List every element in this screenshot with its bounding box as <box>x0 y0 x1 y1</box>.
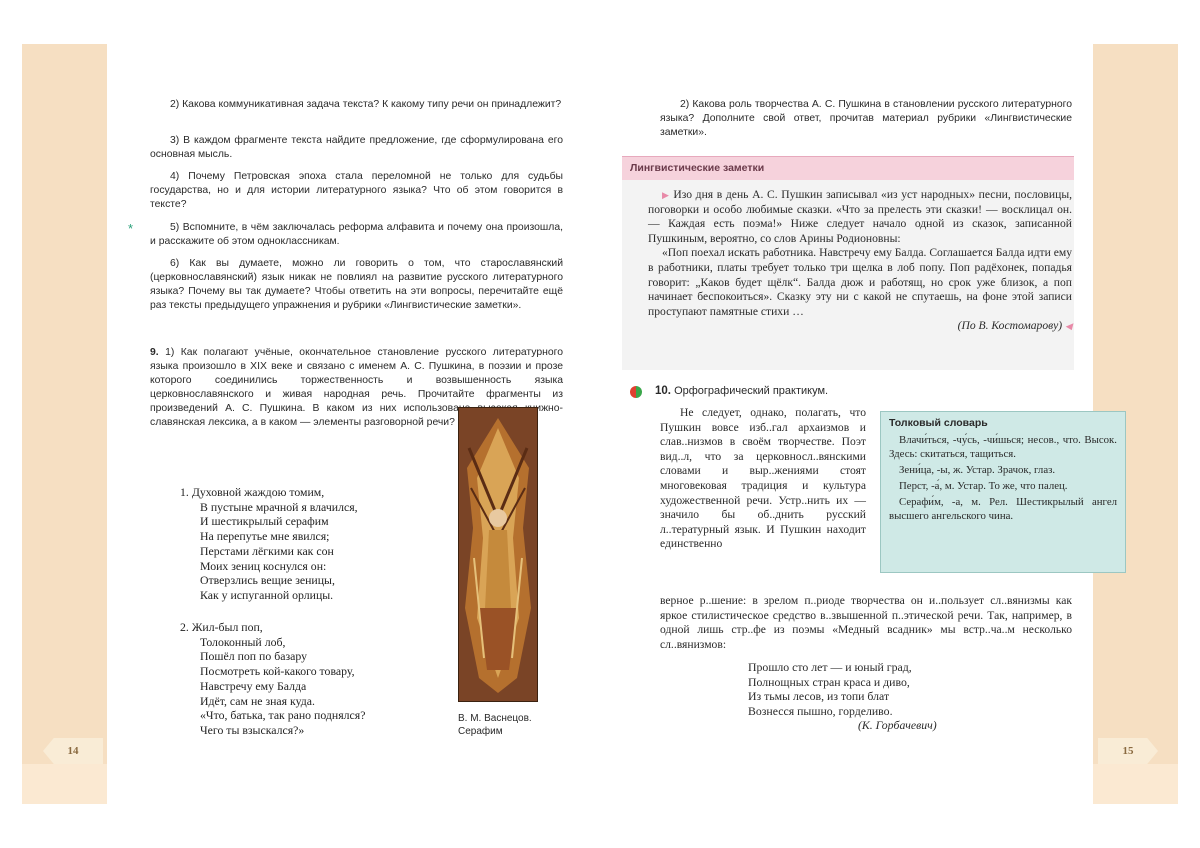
verse-line: Прошло сто лет — и юный град, <box>748 660 937 675</box>
left-question-3: 3) В каждом фрагменте текста найдите предложение, где сформулирована его основная мысль. <box>150 134 563 162</box>
glossary-entry: Влачи́ться, -чу́сь, -чи́шься; несов., что. Высок. Здесь: скитаться, тащиться. <box>889 433 1117 461</box>
extra-task-star-icon: * <box>128 221 133 236</box>
end-marker-icon: ◀ <box>1065 321 1072 331</box>
poem-1-number: 1. <box>180 485 189 499</box>
exercise-10-text-part-2: верное р..шение: в зрелом п..риоде творчества он и..пользует сл..вянизмы как яркое стилистическое средство в..звышенной п..этической речи. Так, например, в одной лишь стр..фе из поэмы «Медный всадник» мы встр..ча..м несколько сл..вянизмов: <box>660 594 1072 652</box>
left-page-number: 14 <box>43 738 103 764</box>
left-page-margin <box>22 44 107 804</box>
caption-author: В. М. Васнецов. <box>458 712 568 725</box>
exercise-10-heading: Орфографический практикум. <box>674 385 828 397</box>
poem-line: Жил-был поп, <box>192 620 263 634</box>
bronze-horseman-verse <box>748 660 937 733</box>
poem-line: Идёт, сам не зная куда. <box>180 694 365 709</box>
notes-paragraph-1: Изо дня в день А. С. Пушкин записывал «из уст народных» песни, пословицы, поговорки и особо любимые сказки. «Что за прелесть эти сказки! — восклицал он. — Каждая есть поэма!» Ниже следует начало одной из сказок, записанной Пушкиным, вероятно, со слов Арины Родионовны: <box>648 188 1072 245</box>
linguistic-notes-text <box>648 188 1072 334</box>
poem-line: Чего ты взыскался?» <box>180 723 365 738</box>
poem-line: На перепутье мне явился; <box>180 529 358 544</box>
poem-line: Как у испуганной орлицы. <box>180 588 358 603</box>
exercise-10-number: 10. <box>655 385 671 397</box>
verse-line: Из тьмы лесов, из топи блат <box>748 689 937 704</box>
poem-line: Отверзлись вещие зеницы, <box>180 573 358 588</box>
seraphim-illustration <box>459 408 537 701</box>
poem-2 <box>180 620 365 738</box>
left-question-4: 4) Почему Петровская эпоха стала переломной не только для судьбы государства, но и для истории литературного языка? Что об этом говорится в тексте? <box>150 170 563 212</box>
poem-line: Толоконный лоб, <box>180 635 365 650</box>
glossary-box <box>880 411 1126 573</box>
poem-line: И шестикрылый серафим <box>180 514 358 529</box>
glossary-title: Толковый словарь <box>889 416 1117 430</box>
poem-1 <box>180 485 358 603</box>
verse-line: Вознесся пышно, горделиво. <box>748 704 937 719</box>
exercise-9-number: 9. <box>150 347 159 358</box>
poem-line: Посмотреть кой-какого товару, <box>180 664 365 679</box>
spelling-practice-icon <box>630 386 642 398</box>
glossary-entry: Серафи́м, -а, м. Рел. Шестикрылый ангел высшего ангельского чина. <box>889 495 1117 523</box>
glossary-entry: Зени́ца, -ы, ж. Устар. Зрачок, глаз. <box>889 463 1117 477</box>
exercise-10-title <box>655 385 828 397</box>
painting-caption <box>458 712 568 738</box>
left-question-5: 5) Вспомните, в чём заключалась реформа алфавита и почему она произошла, и расскажите об этом одноклассникам. <box>150 221 563 249</box>
left-margin-band <box>22 764 107 804</box>
left-question-2: 2) Какова коммуникативная задача текста? К какому типу речи он принадлежит? <box>150 98 563 112</box>
poem-line: В пустыне мрачной я влачился, <box>180 500 358 515</box>
poem-line: Моих зениц коснулся он: <box>180 559 358 574</box>
verse-line: Полнощных стран краса и диво, <box>748 675 937 690</box>
poem-line: Перстами лёгкими как сон <box>180 544 358 559</box>
poem-line: Пошёл поп по базару <box>180 649 365 664</box>
poem-line: Духовной жаждою томим, <box>192 485 324 499</box>
poem-line: Навстречу ему Балда <box>180 679 365 694</box>
right-question-2: 2) Какова роль творчества А. С. Пушкина в становлении русского литературного языка? Дополните свой ответ, прочитав материал рубрики «Лингвистические заметки». <box>660 98 1072 140</box>
exercise-9-text: 1) Как полагают учёные, окончательное становление русского литературного языка произошло в XIX веке и связано с именем А. С. Пушкина, в поэзии и прозе которого соединились торжественность и возвышенность языка церковнославянского и живая народная речь. Прочитайте фрагменты из произведений А. С. Пушкина. В каком из них использована высокая книжно-славянская лексика, а в каком — элементы разговорной речи? <box>150 347 563 428</box>
left-question-6: 6) Как вы думаете, можно ли говорить о том, что старославянский (церковнославянский) язык никак не повлиял на развитие русского литературного языка? Почему вы так думаете? Чтобы ответить на эти вопросы, перечитайте ещё раз тексты предыдущего упражнения и рубрики «Лингвистические заметки». <box>150 257 563 313</box>
notes-title: Лингвистические заметки <box>630 162 764 174</box>
poem-line: «Что, батька, так рано поднялся? <box>180 708 365 723</box>
glossary-entry: Перст, -а́, м. Устар. То же, что палец. <box>889 479 1117 493</box>
poem-2-number: 2. <box>180 620 189 634</box>
exercise-10-text-part-1: Не следует, однако, полагать, что Пушкин вовсе изб..гал архаизмов и слав..низмов в своём творчестве. Поэт вид..л, что за церковносл..вянскими словами и выр..жениями стоят многовековая традиция и культура художественной речи. Устр..нить их — значило бы об..днить русский л..тературный язык. И Пушкин находит единственно <box>660 406 866 552</box>
right-margin-band <box>1093 764 1178 804</box>
start-marker-icon: ▶ <box>662 190 670 200</box>
notes-source: (По В. Костомарову) <box>958 319 1063 332</box>
linguistic-notes-header <box>622 156 1074 181</box>
verse-author: (К. Горбачевич) <box>748 718 937 733</box>
right-page-number: 15 <box>1098 738 1158 764</box>
seraphim-painting <box>458 407 538 702</box>
notes-paragraph-2: «Поп поехал искать работника. Навстречу ему Балда. Соглашается Балда идти ему в работники, платы требует только три щелка в лоб попу. Поп радёхонек, попадья говорит: „Каков будет щёлк“. Балда дюж и работящ, но срок уже близок, а поп начинает беспокоиться». Сказку эту ни с какой не спутаешь, на фоне этой записи проступают памятные стихи … <box>648 246 1072 319</box>
caption-title: Серафим <box>458 725 568 738</box>
